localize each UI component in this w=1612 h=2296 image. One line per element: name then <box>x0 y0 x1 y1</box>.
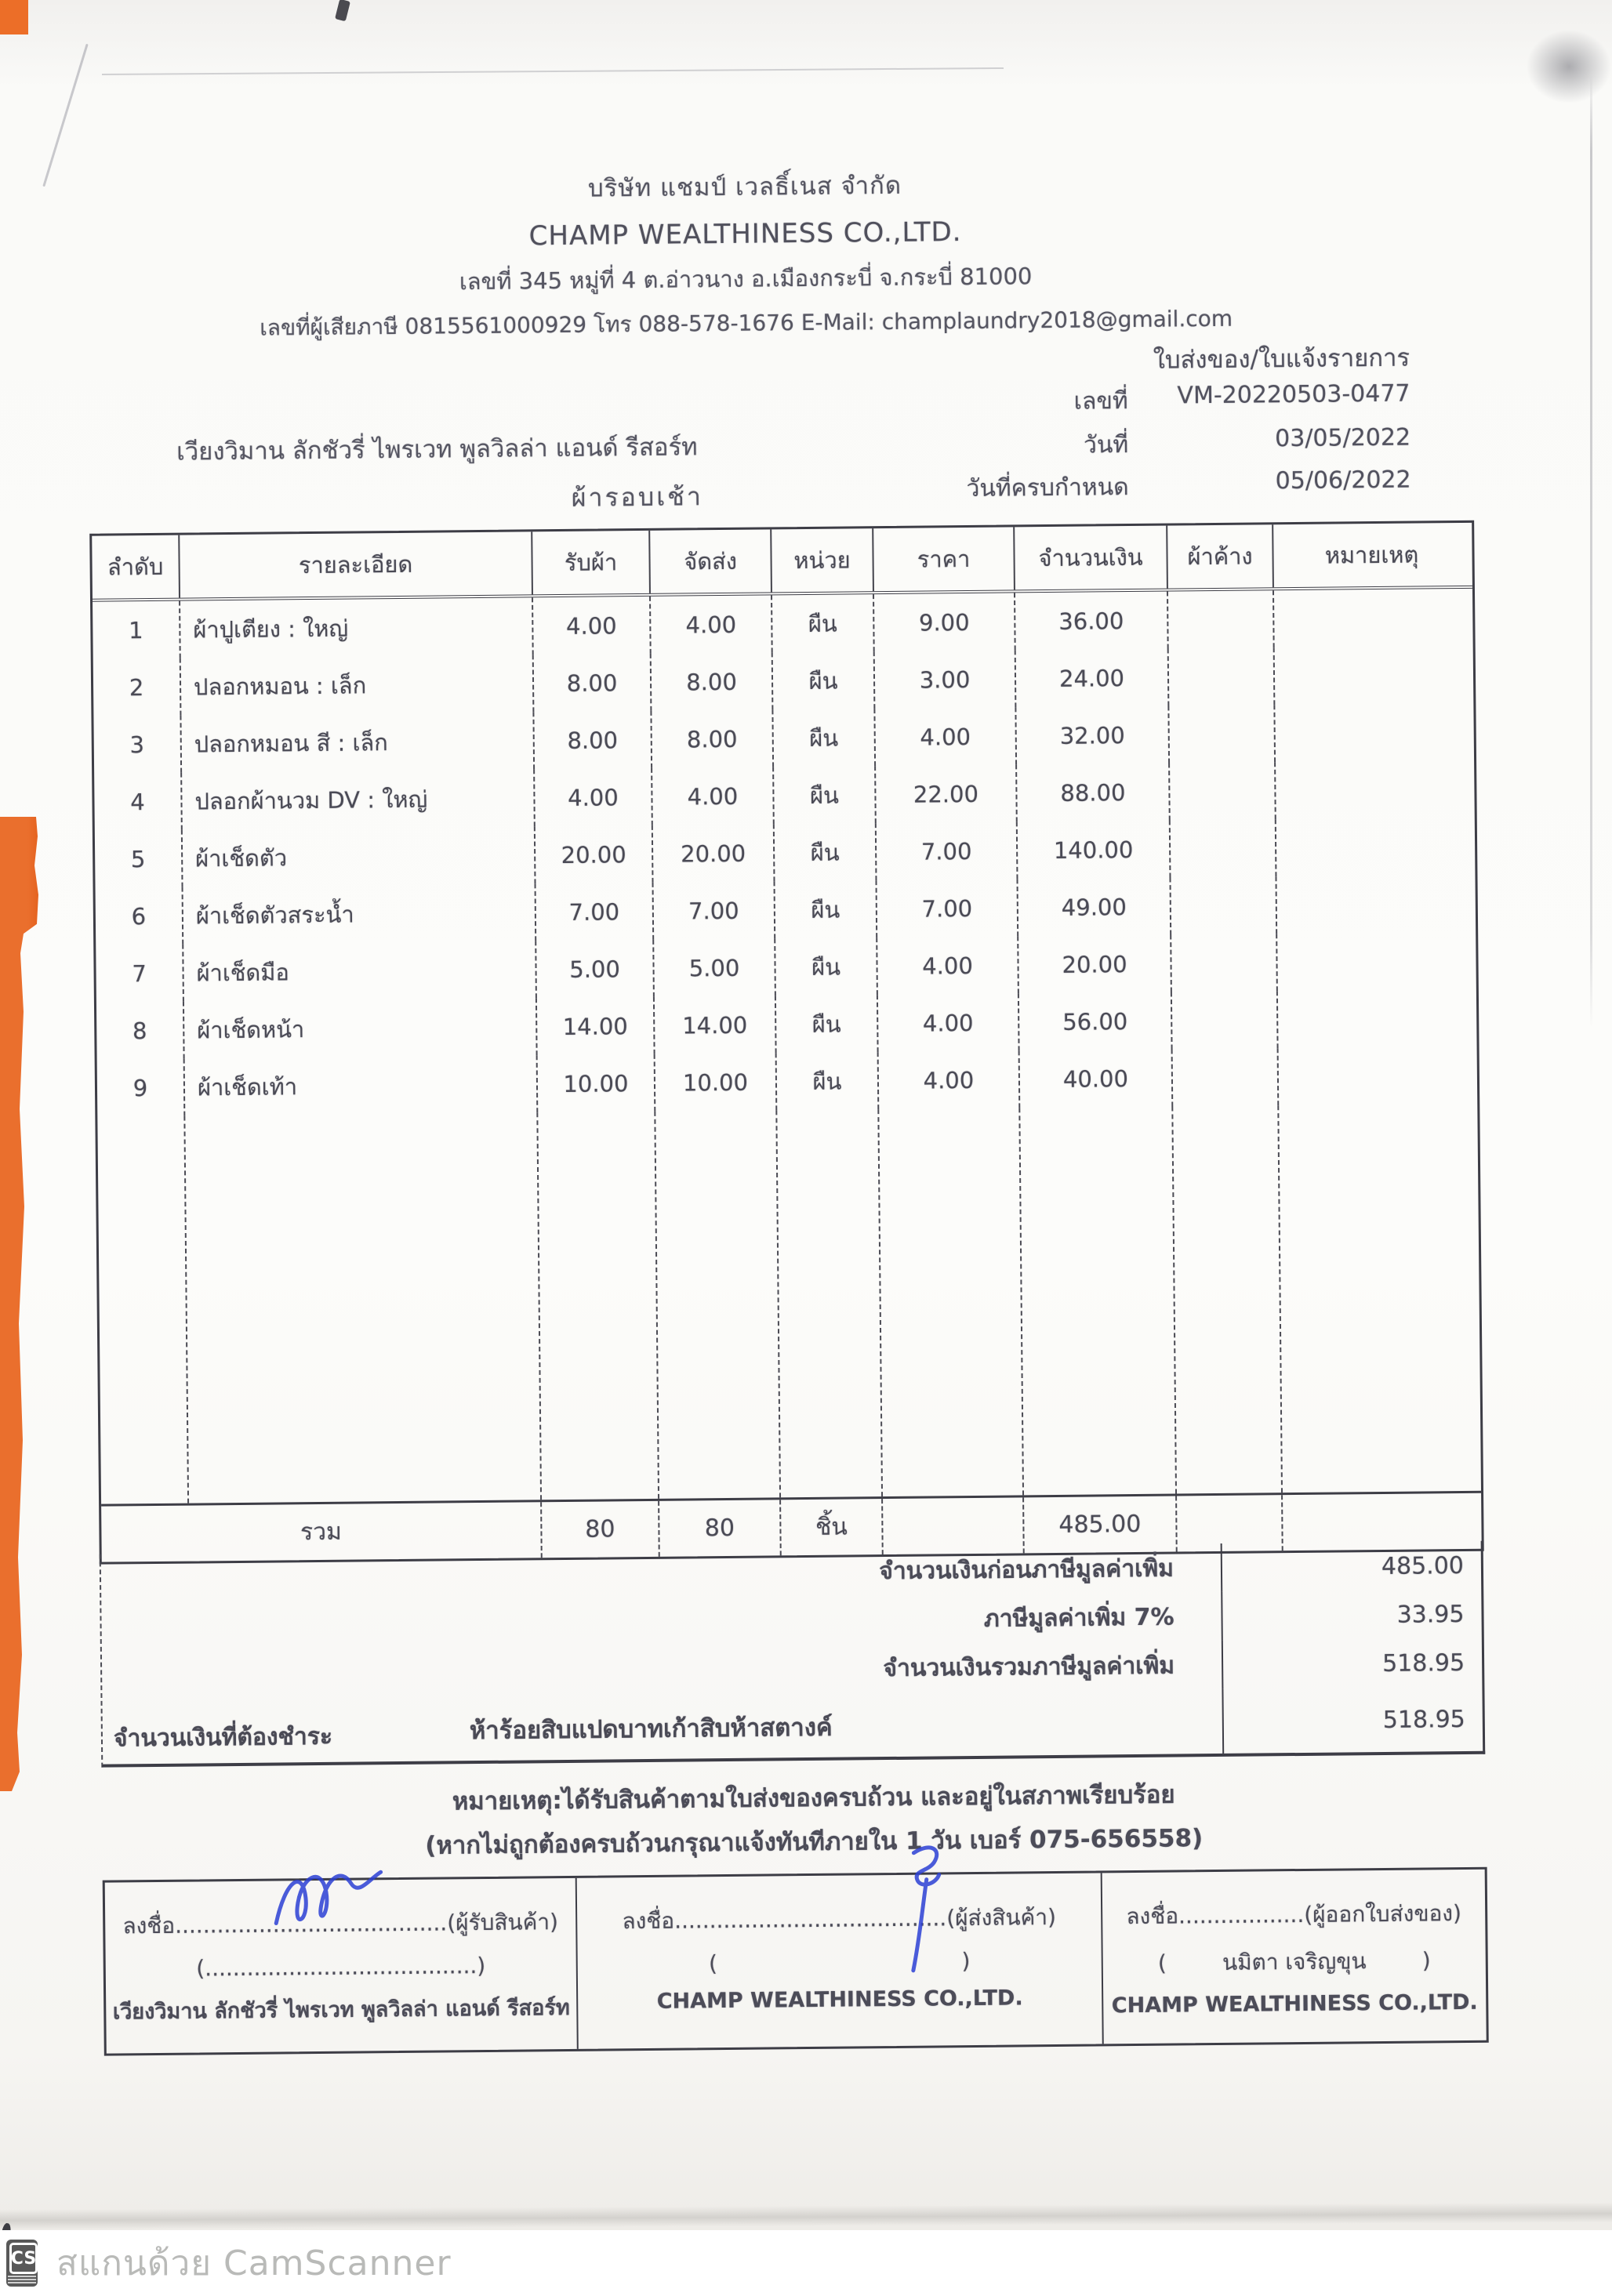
cell-unit: ผืน <box>772 766 875 824</box>
batch-label: ผ้ารอบเช้า <box>571 481 704 513</box>
cell-delivered: 8.00 <box>650 709 772 767</box>
col-header-received: รับผ้า <box>531 531 649 594</box>
cell-desc: ผ้าเช็ดตัว <box>181 826 535 887</box>
cell-no: 9 <box>133 1074 148 1101</box>
cell-no: 4 <box>130 788 145 815</box>
cell-price: 7.00 <box>875 822 1017 880</box>
company-tax-phone-email: เลขที่ผู้เสียภาษี 0815561000929 โทร 088-578-1676 E-Mail: champlaundry2018@gmail.com <box>260 305 1233 341</box>
cell-amount: 49.00 <box>1016 878 1170 937</box>
cell-price: 3.00 <box>873 650 1015 709</box>
company-header <box>227 161 1264 346</box>
receiver-name-line: (.......................................) <box>196 1952 486 1982</box>
issuer-sign-line: ลงชื่อ..................(ผู้ออกใบส่งของ) <box>1126 1900 1462 1930</box>
doc-date-value: 03/05/2022 <box>1275 423 1411 453</box>
cell-unit: ผืน <box>773 823 876 881</box>
cell-remark <box>1275 818 1473 876</box>
signature-section <box>103 1867 1489 2056</box>
doc-number-label: เลขที่ <box>1073 387 1128 415</box>
cell-unit: ผืน <box>774 880 877 938</box>
cell-no: 1 <box>128 616 143 644</box>
cell-no: 8 <box>132 1017 147 1044</box>
doc-number-row <box>845 380 1410 423</box>
camscanner-logo-stripes <box>8 2276 36 2285</box>
items-table <box>89 520 1484 1565</box>
empty-cell <box>1277 1104 1479 1493</box>
cell-remark <box>1277 1046 1476 1105</box>
doc-date-label: วันที่ <box>1083 431 1129 459</box>
cell-amount: 140.00 <box>1016 821 1170 880</box>
cell-remark <box>1276 989 1475 1048</box>
cell-received: 14.00 <box>536 997 654 1055</box>
cell-price: 4.00 <box>876 936 1018 995</box>
cell-received: 5.00 <box>535 940 653 998</box>
cell-no: 6 <box>131 902 147 930</box>
cell-delivered: 7.00 <box>652 881 775 939</box>
cell-delivered: 14.00 <box>653 996 775 1054</box>
cell-unit: ผืน <box>775 1052 878 1110</box>
cell-delivered: 5.00 <box>652 938 775 996</box>
cell-desc: ปลอกหมอน : เล็ก <box>180 655 533 715</box>
cell-unit: ผืน <box>772 709 874 767</box>
camscanner-logo-text: CS <box>9 2243 38 2274</box>
cell-price: 9.00 <box>873 593 1015 651</box>
cell-desc: ผ้าปูเตียง : ใหญ่ <box>179 597 532 658</box>
col-header-remark: หมายเหตุ <box>1272 523 1470 587</box>
total-amount: 485.00 <box>1022 1496 1176 1554</box>
payable-left-cell <box>102 1689 1222 1765</box>
cell-remark <box>1275 875 1473 934</box>
camscanner-logo-icon <box>6 2240 38 2287</box>
summary-label: จำนวนเงินรวมภาษีมูลค่าเพิ่ม <box>883 1652 1175 1682</box>
cell-pending <box>1167 705 1274 763</box>
total-received: 80 <box>540 1501 659 1558</box>
summary-payable-row <box>102 1687 1483 1765</box>
company-name-th: บริษัท แชมป์ เวลธิ์เนส จำกัด <box>587 171 902 203</box>
cell-unit: ผืน <box>771 594 873 652</box>
summary-box <box>100 1541 1486 1768</box>
doc-due-date-label: วันที่ครบกำหนด <box>966 473 1129 503</box>
cell-received: 8.00 <box>532 654 651 712</box>
payable-value: 518.95 <box>1222 1687 1481 1754</box>
issuer-name-line: ( นมิตา เจริญขุน ) <box>1157 1947 1431 1976</box>
cell-no: 2 <box>129 673 144 701</box>
cell-delivered: 10.00 <box>654 1053 776 1111</box>
cell-remark <box>1276 932 1474 991</box>
summary-label: ภาษีมูลค่าเพิ่ม 7% <box>983 1603 1175 1633</box>
cell-price: 4.00 <box>877 1050 1019 1109</box>
col-header-unit: หน่วย <box>770 528 873 592</box>
cell-pending <box>1169 876 1276 934</box>
cell-price: 4.00 <box>877 993 1018 1052</box>
signature-box-issuer <box>1101 1870 1487 2044</box>
cell-remark <box>1273 589 1471 647</box>
cell-amount: 32.00 <box>1015 706 1168 765</box>
signature-box-receiver <box>105 1878 577 2054</box>
empty-cell <box>97 1116 187 1504</box>
cell-pending <box>1169 819 1276 877</box>
cell-delivered: 4.00 <box>649 595 772 653</box>
total-unit: ชิ้น <box>779 1499 882 1555</box>
empty-cell <box>183 1112 540 1503</box>
cell-desc: ผ้าเช็ดตัวสระน้ำ <box>182 883 536 944</box>
empty-cell <box>1018 1107 1175 1496</box>
total-delivered: 80 <box>658 1500 780 1556</box>
doc-due-date-row <box>846 466 1410 509</box>
cell-pending <box>1171 1048 1278 1106</box>
cell-delivered: 4.00 <box>651 767 773 825</box>
customer-name: เวียงวิมาน ลักชัวรี่ ไพรเวท พูลวิลล่า แอนด์ รีสอร์ท <box>176 433 698 466</box>
col-header-desc: รายละเอียด <box>178 531 532 597</box>
issuer-org: CHAMP WEALTHINESS CO.,LTD. <box>1111 1990 1478 2019</box>
empty-cell <box>1171 1105 1281 1493</box>
cell-amount: 88.00 <box>1015 764 1169 822</box>
signature-box-sender <box>575 1873 1102 2048</box>
cell-pending <box>1168 762 1275 820</box>
empty-cell <box>775 1109 881 1497</box>
table-empty-space <box>97 1104 1481 1504</box>
cell-desc: ผ้าเช็ดหน้า <box>183 998 536 1058</box>
cell-received: 10.00 <box>536 1054 655 1112</box>
cell-price: 7.00 <box>875 879 1017 938</box>
cell-no: 7 <box>132 959 147 987</box>
col-header-price: ราคา <box>872 527 1014 591</box>
cell-amount: 24.00 <box>1015 649 1168 708</box>
cell-amount: 20.00 <box>1017 935 1171 994</box>
cell-no: 5 <box>130 845 146 872</box>
empty-cell <box>536 1112 658 1500</box>
cell-received: 8.00 <box>532 711 651 769</box>
receiver-sign-line: ลงชื่อ.......................................(ผู้รับสินค้า) <box>122 1909 559 1939</box>
cell-received: 20.00 <box>534 825 652 883</box>
remark-line-2: (หากไม่ถูกต้องครบถ้วนกรุณาแจ้งทันทีภายใน 1 วัน เบอร์ 075-656558) <box>425 1824 1204 1860</box>
camscanner-watermark-text: สแกนด้วย CamScanner <box>56 2243 452 2283</box>
cell-delivered: 8.00 <box>650 652 772 710</box>
cell-price: 4.00 <box>873 707 1015 766</box>
cell-amount: 56.00 <box>1018 992 1171 1051</box>
cell-received: 4.00 <box>532 597 650 655</box>
cell-amount: 40.00 <box>1018 1050 1172 1108</box>
cell-received: 4.00 <box>533 768 652 826</box>
empty-cell <box>877 1108 1022 1496</box>
cell-desc: ผ้าเช็ดเท้า <box>183 1055 537 1115</box>
amount-in-words: ห้าร้อยสิบแปดบาทเก้าสิบห้าสตางค์ <box>469 1713 833 1746</box>
summary-value: 518.95 <box>1222 1638 1481 1689</box>
col-header-delivered: จัดส่ง <box>648 529 771 593</box>
sender-org: CHAMP WEALTHINESS CO.,LTD. <box>656 1986 1023 2014</box>
cell-unit: ผืน <box>775 995 877 1053</box>
doc-due-date-value: 05/06/2022 <box>1275 466 1411 495</box>
cell-amount: 36.00 <box>1014 592 1167 651</box>
cell-desc: ผ้าเช็ดมือ <box>182 941 536 1001</box>
empty-cell <box>654 1110 779 1498</box>
col-header-no: ลำดับ <box>107 553 164 581</box>
camscanner-footer <box>0 2230 1612 2296</box>
col-header-amount: จำนวนเงิน <box>1013 526 1167 590</box>
cell-pending <box>1167 590 1273 648</box>
sender-sign-line: ลงชื่อ.......................................(ผู้ส่งสินค้า) <box>622 1903 1057 1935</box>
cell-unit: ผืน <box>772 651 874 709</box>
document-title: ใบส่งของ/ใบแจ้งรายการ <box>1153 343 1410 375</box>
cell-received: 7.00 <box>535 883 653 941</box>
remark-line-1: หมายเหตุ:ได้รับสินค้าตามใบส่งของครบถ้วน และอยู่ในสภาพเรียบร้อย <box>452 1780 1175 1816</box>
company-address: เลขที่ 345 หมู่ที่ 4 ต.อ่าวนาง อ.เมืองกระบี่ จ.กระบี่ 81000 <box>459 263 1033 296</box>
cell-remark <box>1273 646 1472 705</box>
cell-price: 22.00 <box>874 764 1016 823</box>
cell-pending <box>1171 991 1277 1049</box>
summary-value: 485.00 <box>1221 1541 1480 1592</box>
cell-delivered: 20.00 <box>652 824 774 882</box>
cell-desc: ปลอกผ้านวม DV : ใหญ่ <box>180 769 534 829</box>
doc-number-value: VM-20220503-0477 <box>1177 379 1410 410</box>
cell-pending <box>1167 647 1274 705</box>
sender-name-line: ( ) <box>708 1948 971 1977</box>
cell-no: 3 <box>129 731 145 758</box>
doc-date-row <box>846 424 1410 466</box>
payable-label: จำนวนเงินที่ต้องชำระ <box>113 1722 333 1753</box>
cell-pending <box>1170 934 1276 992</box>
cell-unit: ผืน <box>774 938 877 996</box>
company-name-en: CHAMP WEALTHINESS CO.,LTD. <box>528 216 962 252</box>
cell-desc: ปลอกหมอน สี : เล็ก <box>180 712 533 772</box>
receiver-org: เวียงวิมาน ลักชัวรี่ ไพรเวท พูลวิลล่า แอนด์ รีสอร์ท <box>112 1995 570 2025</box>
col-header-pending: ผ้าค้าง <box>1166 524 1273 588</box>
cell-remark <box>1273 703 1472 762</box>
summary-label: จำนวนเงินก่อนภาษีมูลค่าเพิ่ม <box>879 1554 1175 1585</box>
total-label: รวม <box>300 1518 342 1547</box>
summary-value: 33.95 <box>1221 1590 1480 1641</box>
cell-remark <box>1274 760 1472 819</box>
